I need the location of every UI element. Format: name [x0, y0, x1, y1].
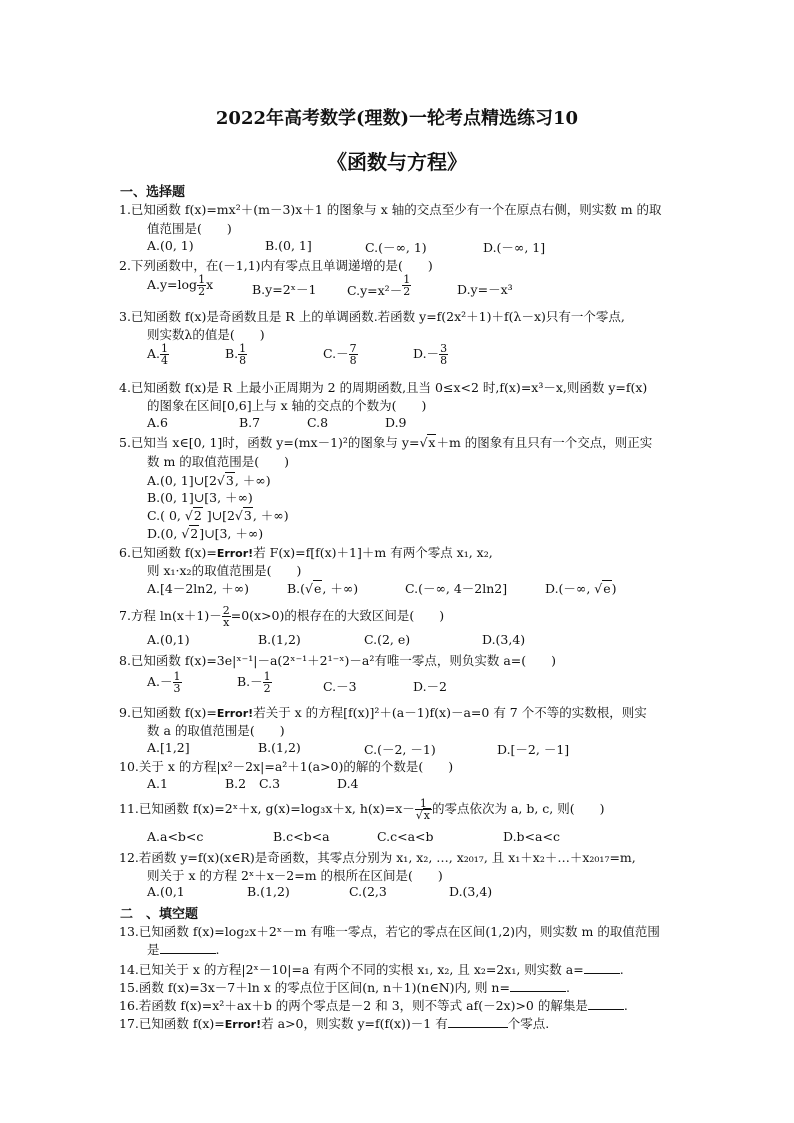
option-d: D.y=－x³ — [457, 282, 513, 297]
option-a: A.6 — [147, 415, 168, 430]
option-c: C.(－∞, 4－2ln2] — [405, 581, 508, 596]
option-b: B.2 — [225, 776, 247, 791]
option-b: B.c<b<a — [273, 829, 330, 844]
option-a: A.[4－2ln2, ＋∞) — [147, 581, 250, 596]
option-c: C.y=x²－ $\frac{1}{2}$ — [347, 273, 411, 298]
question-5-text-cont: 数 m 的取值范围是( ) — [147, 454, 290, 469]
answer-blank[interactable] — [160, 942, 216, 954]
question-10-text: 10.关于 x 的方程|x²－2x|=a²＋1(a>0)的解的个数是( ) — [119, 759, 454, 774]
option-d: D.(3,4) — [482, 632, 526, 647]
question-12-text: 12.若函数 y=f(x)(x∈R)是奇函数，其零点分别为 x₁, x₂, …, x₂₀₁₇, 且 x₁＋x₂＋…＋x₂₀₁₇=m, — [119, 850, 636, 865]
question-1-text: 1.已知函数 f(x)=mx²＋(m－3)x＋1 的图象与 x 轴的交点至少有一个在原点右侧，则实数 m 的取 — [119, 202, 662, 217]
question-6-text-cont: 则 x₁·x₂的取值范围是( ) — [147, 563, 302, 578]
option-a: A.y=log $\frac{1}{2}$ x — [147, 273, 214, 298]
option-b: B.(√e, ＋∞) — [287, 581, 359, 596]
option-d: D.b<a<c — [503, 829, 560, 844]
option-b: B.(1,2) — [258, 632, 301, 647]
option-c: C.(－∞, 1) — [365, 240, 427, 255]
question-7-text: 7.方程 ln(x＋1)－ $\frac{2}{x}$ =0(x>0)的根存在的大致区间是( ) — [119, 604, 445, 629]
option-c: C.－ $\frac{7}{8}$ — [323, 342, 357, 367]
option-c: C.(－2, －1) — [364, 742, 436, 757]
answer-blank[interactable] — [448, 1016, 508, 1028]
question-6-text: 6.已知函数 f(x)=Error!若 F(x)=f[f(x)＋1]＋m 有两个零点 x₁, x₂, — [119, 545, 493, 560]
option-d: D.4 — [337, 776, 359, 791]
question-4-text: 4.已知函数 f(x)是 R 上最小正周期为 2 的周期函数,且当 0≤x<2 时,f(x)=x³－x,则函数 y=f(x) — [119, 380, 648, 395]
option-d: D.(－∞, 1] — [483, 240, 546, 255]
answer-blank[interactable] — [588, 998, 624, 1010]
section-fill-heading: 二 、填空题 — [120, 907, 199, 922]
option-c: C.－3 — [323, 679, 357, 694]
option-b: B.－ $\frac{1}{2}$ — [237, 670, 271, 695]
question-2-text: 2.下列函数中，在(－1,1)内有零点且单调递增的是( ) — [119, 258, 433, 273]
section-choice-heading: 一、选择题 — [120, 185, 186, 200]
question-3-text: 3.已知函数 f(x)是奇函数且是 R 上的单调函数.若函数 y=f(2x²＋1)＋f(λ－x)只有一个零点, — [119, 309, 625, 324]
question-17-text: 17.已知函数 f(x)=Error!若 a>0，则实数 y=f(f(x))－1 有 个零点. — [119, 1016, 550, 1031]
option-c: C.3 — [259, 776, 281, 791]
question-13-text: 13.已知函数 f(x)=log₂x＋2ˣ－m 有唯一零点，若它的零点在区间(1,2)内，则实数 m 的取值范围 — [119, 924, 660, 939]
option-d: D.－ $\frac{3}{8}$ — [413, 342, 448, 367]
question-9-text: 9.已知函数 f(x)=Error!若关于 x 的方程[f(x)]²＋(a－1)f(x)－a=0 有 7 个不等的实数根，则实 — [119, 705, 647, 720]
option-a: A.a<b<c — [147, 829, 204, 844]
option-a: A.1 — [147, 776, 168, 791]
option-a: A.(0, 1) — [147, 238, 194, 253]
question-14-text: 14.已知关于 x 的方程|2ˣ－10|=a 有两个不同的实根 x₁, x₂, 且 x₂=2x₁, 则实数 a= . — [119, 962, 624, 977]
option-d: D.(3,4) — [449, 884, 493, 899]
option-b: B.(1,2) — [258, 740, 301, 755]
option-b: B.7 — [239, 415, 261, 430]
option-c: C.8 — [307, 415, 329, 430]
option-a: A.(0, 1]∪[2√3, ＋∞) — [147, 473, 271, 488]
option-d: D.[－2, －1] — [497, 742, 570, 757]
question-8-text: 8.已知函数 f(x)=3e|ˣ⁻¹|－a(2ˣ⁻¹＋2¹⁻ˣ)－a²有唯一零点，则负实数 a=( ) — [119, 653, 557, 668]
option-a: A.(0,1 — [147, 884, 185, 899]
page-subtitle: 《函数与方程》 — [327, 150, 467, 174]
answer-blank[interactable] — [584, 962, 620, 974]
question-16-text: 16.若函数 f(x)=x²＋ax＋b 的两个零点是－2 和 3，则不等式 af(－2x)>0 的解集是 . — [119, 998, 628, 1013]
option-c: C.(2,3 — [349, 884, 387, 899]
option-a: A.－ $\frac{1}{3}$ — [147, 670, 181, 695]
option-a: A. $\frac{1}{4}$ — [147, 342, 169, 367]
question-4-text-cont: 的图象在区间[0,6]上与 x 轴的交点的个数为( ) — [147, 398, 427, 413]
option-b: B. $\frac{1}{8}$ — [225, 342, 247, 367]
question-13-text-cont: 是 . — [147, 942, 220, 957]
question-12-text-cont: 则关于 x 的方程 2ˣ＋x－2=m 的根所在区间是( ) — [147, 868, 443, 883]
question-9-text-cont: 数 a 的取值范围是( ) — [147, 723, 285, 738]
option-d: D.(0, √2]∪[3, ＋∞) — [147, 526, 264, 541]
question-11-text: 11.已知函数 f(x)=2ˣ＋x, g(x)=log₃x＋x, h(x)=x－ $\frac{1}{√x}$ 的零点依次为 a, b, c, 则( ) — [119, 797, 605, 822]
option-b: B.(0, 1] — [265, 238, 312, 253]
answer-blank[interactable] — [510, 980, 566, 992]
question-5-text: 5.已知当 x∈[0, 1]时，函数 y=(mx－1)²的图象与 y=√x＋m 的图象有且只有一个交点，则正实 — [119, 435, 653, 450]
option-c: C.( 0, √2 ]∪[2√3, ＋∞) — [147, 508, 289, 523]
option-c: C.(2, e) — [364, 632, 411, 647]
question-3-text-cont: 则实数λ的值是( ) — [147, 327, 265, 342]
option-a: A.[1,2] — [147, 740, 190, 755]
option-a: A.(0,1) — [147, 632, 190, 647]
option-b: B.(0, 1]∪[3, ＋∞) — [147, 490, 253, 505]
option-d: D.－2 — [413, 679, 448, 694]
option-c: C.c<a<b — [377, 829, 434, 844]
page-title: 2022年高考数学(理数)一轮考点精选练习10 — [215, 108, 579, 129]
option-d: D.9 — [385, 415, 407, 430]
option-d: D.(－∞, √e) — [545, 581, 617, 596]
question-1-text-cont: 值范围是( ) — [147, 221, 232, 236]
option-b: B.y=2ˣ－1 — [252, 282, 317, 297]
option-b: B.(1,2) — [247, 884, 290, 899]
question-15-text: 15.函数 f(x)=3x－7＋ln x 的零点位于区间(n, n＋1)(n∈N)内, 则 n= . — [119, 980, 570, 995]
